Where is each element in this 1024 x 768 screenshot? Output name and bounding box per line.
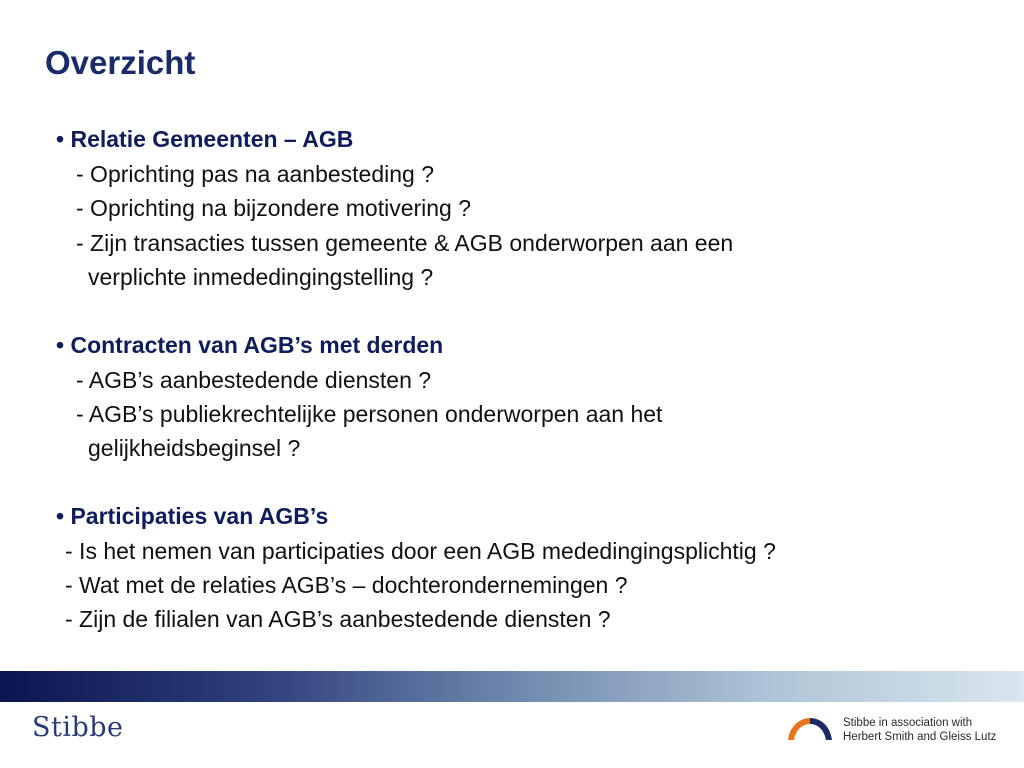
section-2-line-3: gelijkheidsbeginsel ?	[88, 435, 301, 461]
section-3-line-3: - Zijn de filialen van AGB’s aanbestedende diensten ?	[65, 606, 611, 632]
section-1-line-2: - Oprichting na bijzondere motivering ?	[76, 195, 472, 221]
logo-navy-arc	[810, 718, 832, 740]
section-2-line-2: - AGB’s publiekrechtelijke personen onderworpen aan het	[76, 401, 663, 427]
section-2-line-1: - AGB’s aanbestedende diensten ?	[76, 367, 432, 393]
bullet-icon: •	[56, 126, 65, 152]
section-3-heading-line	[56, 502, 328, 530]
section-3-line-2: - Wat met de relaties AGB’s – dochterondernemingen ?	[65, 572, 628, 598]
slide-title: Overzicht	[45, 44, 196, 81]
section-1-heading-line	[56, 125, 353, 153]
logo-orange-arc	[788, 718, 810, 740]
section-heading: Relatie Gemeenten – AGB	[70, 126, 354, 152]
section-1-line-1: - Oprichting pas na aanbesteding ?	[76, 161, 435, 187]
association-line-1: Stibbe in association with	[843, 717, 973, 729]
stibbe-wordmark: Stibbe	[32, 712, 124, 743]
section-heading: Contracten van AGB’s met derden	[70, 332, 444, 358]
section-3-line-1: - Is het nemen van participaties door een AGB mededingingsplichtig ?	[65, 538, 776, 564]
bullet-icon: •	[56, 332, 65, 358]
bullet-icon: •	[56, 503, 65, 529]
section-1-line-4: verplichte inmededingingstelling ?	[88, 264, 434, 290]
footer-gradient-band	[0, 671, 1024, 702]
section-heading: Participaties van AGB’s	[70, 503, 329, 529]
section-1-line-3: - Zijn transacties tussen gemeente & AGB onderworpen aan een	[76, 230, 734, 256]
stibbe-arc-logo-icon	[786, 716, 834, 742]
association-text	[843, 716, 996, 744]
section-2-heading-line	[56, 331, 443, 359]
association-line-2: Herbert Smith and Gleiss Lutz	[843, 731, 997, 743]
